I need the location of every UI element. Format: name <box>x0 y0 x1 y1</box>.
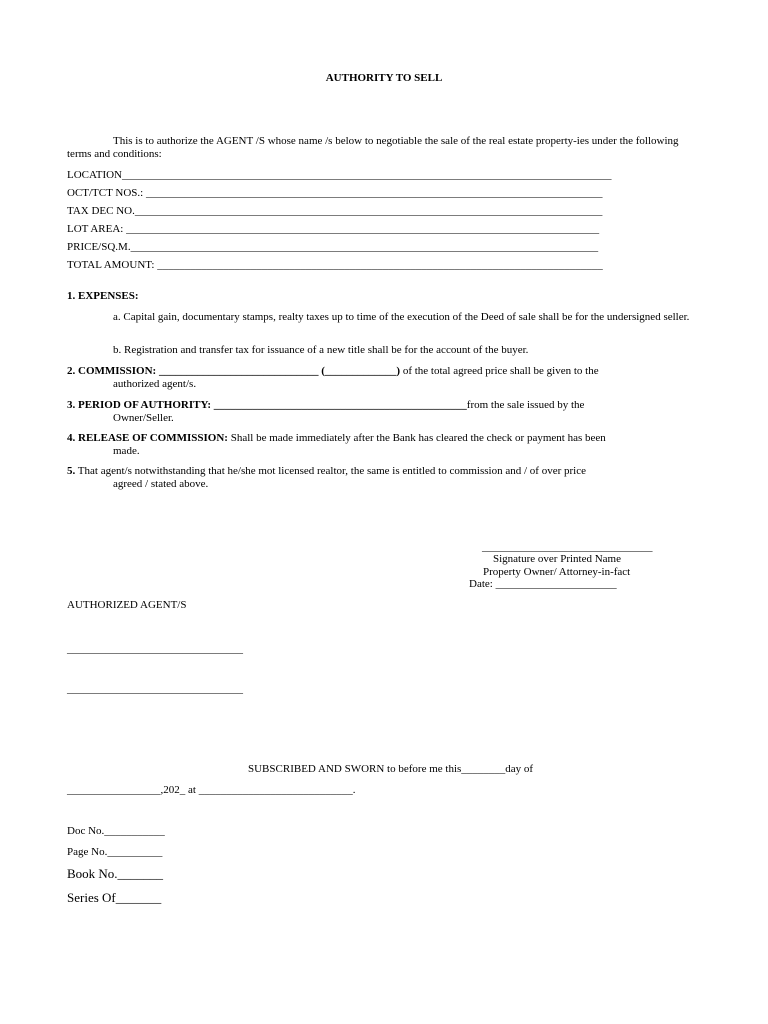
field-tax-dec-no[interactable]: TAX DEC NO._____________________________________________________________________________________ <box>67 205 603 217</box>
commission-label[interactable]: 2. COMMISSION: _____________________________ (_____________) <box>67 365 401 377</box>
release-continuation: made. <box>113 445 140 457</box>
release-clause <box>67 432 700 458</box>
agent-signature-line-1[interactable]: ________________________________ <box>67 643 243 655</box>
commission-continuation: authorized agent/s. <box>113 378 197 390</box>
field-price-sqm[interactable]: PRICE/SQ.M._____________________________________________________________________________________ <box>67 241 599 253</box>
intro-paragraph: This is to authorize the AGENT /S whose name /s below to negotiable the sale of the real estate property-ies under the following terms and conditions: <box>67 135 679 160</box>
expenses-item-a: a. Capital gain, documentary stamps, realty taxes up to time of the execution of the Deed of sale shall be for the undersigned seller. <box>113 311 690 323</box>
field-oct-tct-nos[interactable]: OCT/TCT NOS.: ___________________________________________________________________________________ <box>67 187 603 199</box>
signature-role: Property Owner/ Attorney-in-fact <box>483 566 631 578</box>
release-text: Shall be made immediately after the Bank has cleared the check or payment has been <box>227 432 606 444</box>
document-title: AUTHORITY TO SELL <box>325 72 443 84</box>
field-total-amount[interactable]: TOTAL AMOUNT: _________________________________________________________________________________ <box>67 259 603 271</box>
authorized-agents-heading: AUTHORIZED AGENT/S <box>67 599 187 611</box>
jurat-line-2[interactable]: _________________,202_ at ____________________________. <box>67 784 356 796</box>
agent-entitlement-clause <box>67 465 700 491</box>
field-lot-area[interactable]: LOT AREA: ______________________________________________________________________________________ <box>67 223 600 235</box>
expenses-item-b: b. Registration and transfer tax for issuance of a new title shall be for the account of the buyer. <box>113 344 529 356</box>
signature-date-field[interactable]: Date: ______________________ <box>469 578 617 590</box>
expenses-heading: 1. EXPENSES: <box>67 290 139 302</box>
notary-book-no[interactable]: Book No._______ <box>67 866 164 881</box>
notary-doc-no[interactable]: Doc No.___________ <box>67 825 165 837</box>
signature-caption: Signature over Printed Name <box>493 553 621 565</box>
notary-series-of[interactable]: Series Of_______ <box>67 890 162 905</box>
period-text: from the sale issued by the <box>466 399 585 411</box>
agent-signature-line-2[interactable]: ________________________________ <box>67 683 243 695</box>
jurat-line-1[interactable]: SUBSCRIBED AND SWORN to before me this________day of <box>248 763 534 775</box>
period-label[interactable]: 3. PERIOD OF AUTHORITY: ______________________________________________ <box>67 399 467 411</box>
release-label: 4. RELEASE OF COMMISSION: <box>67 432 228 444</box>
period-clause <box>67 399 700 425</box>
notary-page-no[interactable]: Page No.__________ <box>67 846 163 858</box>
agent-clause-text: That agent/s notwithstanding that he/she mot licensed realtor, the same is entitled to commission and / of over price <box>75 465 586 477</box>
owner-signature-line[interactable]: _______________________________ <box>482 541 653 553</box>
commission-text: of the total agreed price shall be given to the <box>400 365 599 377</box>
agent-clause-continuation: agreed / stated above. <box>113 478 209 490</box>
field-location[interactable]: LOCATION_________________________________________________________________________________________ <box>67 169 612 181</box>
commission-clause <box>67 365 700 391</box>
period-continuation: Owner/Seller. <box>113 412 174 424</box>
agent-clause-number: 5. <box>67 465 76 477</box>
